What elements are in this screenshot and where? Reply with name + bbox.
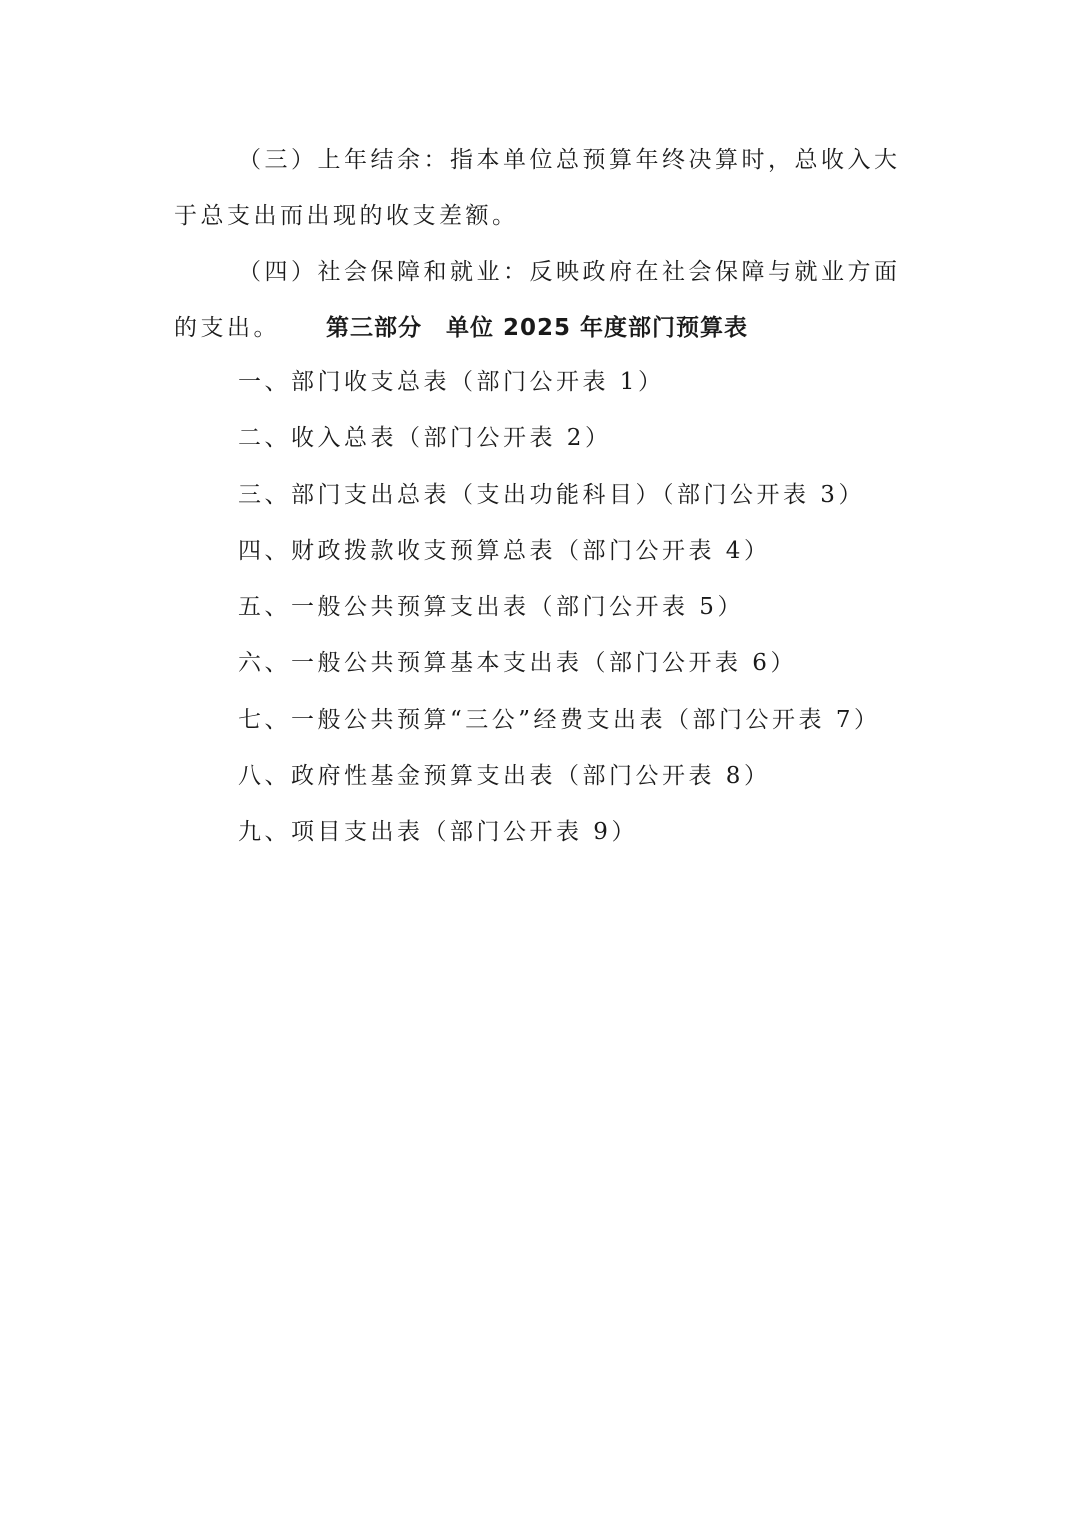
list-item: 六、一般公共预算基本支出表（部门公开表 6） bbox=[238, 650, 797, 677]
section-title: 第三部分 单位 2025 年度部门预算表 bbox=[325, 315, 749, 341]
list-item: 五、一般公共预算支出表（部门公开表 5） bbox=[238, 594, 744, 621]
list-item: 九、项目支出表（部门公开表 9） bbox=[238, 819, 638, 846]
paragraph-social-security-text: （四）社会保障和就业：反映政府在社会保障与就业方面的支出。 bbox=[174, 259, 901, 341]
list-item: 一、部门收支总表（部门公开表 1） bbox=[238, 369, 665, 395]
list-item: 三、部门支出总表（支出功能科目）（部门公开表 3） bbox=[238, 481, 865, 508]
list-item: 四、财政拨款收支预算总表（部门公开表 4） bbox=[238, 537, 771, 564]
budget-table-list bbox=[238, 354, 880, 861]
list-item: 八、政府性基金预算支出表（部门公开表 8） bbox=[238, 763, 771, 790]
paragraph-prior-year-balance bbox=[174, 132, 914, 244]
paragraph-prior-year-balance-text: （三）上年结余：指本单位总预算年终决算时，总收入大于总支出而出现的收支差额。 bbox=[174, 147, 901, 229]
list-item: 七、一般公共预算“三公”经费支出表（部门公开表 7） bbox=[238, 706, 881, 733]
list-item: 二、收入总表（部门公开表 2） bbox=[238, 425, 612, 452]
